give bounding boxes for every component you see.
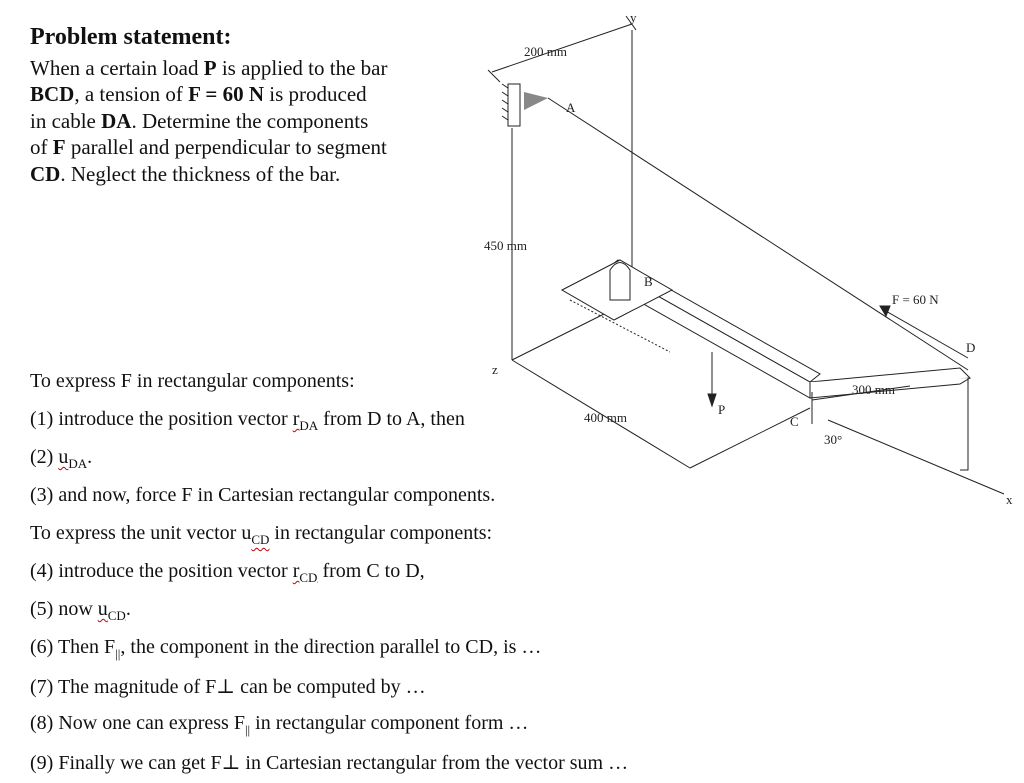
step-8: (8) Now one can express $F_{||}$ in rectangular component form …	[30, 712, 529, 737]
label-axis-z: z	[492, 362, 498, 377]
cable-da	[548, 98, 968, 370]
label-200mm: 200 mm	[524, 44, 567, 59]
step-6: (6) Then $F_{||}$, the component in the direction parallel to CD, is …	[30, 636, 542, 661]
step-intro-1: To express F in rectangular components:	[30, 370, 355, 392]
label-450mm: 450 mm	[484, 238, 527, 253]
step-2: (2) $u_{DA}$.	[30, 446, 93, 471]
statement-line-3: in cable DA. Determine the components	[30, 109, 369, 133]
anchor-a	[524, 92, 548, 110]
problem-heading: Problem statement:	[30, 24, 232, 50]
label-400mm: 400 mm	[584, 410, 627, 425]
label-30deg: 30°	[824, 432, 843, 447]
label-load-p: P	[718, 402, 726, 417]
statement-line-1: When a certain load P is applied to the bar	[30, 56, 388, 80]
statement-line-5: CD. Neglect the thickness of the bar.	[30, 162, 341, 186]
label-point-b: B	[644, 274, 653, 289]
step-7: (7) The magnitude of F⊥ can be computed by …	[30, 676, 426, 698]
step-4: (4) introduce the position vector $r_{CD}$ from C to D,	[30, 560, 425, 585]
bar-diagram	[440, 0, 1024, 520]
step-1: (1) introduce the position vector $r_{DA}$ from D to A, then	[30, 408, 465, 433]
label-axis-y: y	[630, 10, 637, 25]
wall-support	[508, 84, 520, 126]
step-intro-2: To express the unit vector $u_{CD}$ in rectangular components:	[30, 522, 493, 547]
label-axis-x: x	[1006, 492, 1013, 507]
step-3: (3) and now, force F in Cartesian rectangular components.	[30, 484, 496, 506]
label-300mm: 300 mm	[852, 382, 895, 397]
label-point-c: C	[790, 414, 799, 429]
statement-line-4: of F parallel and perpendicular to segment	[30, 135, 387, 159]
statement-line-2: BCD, a tension of F = 60 N is produced	[30, 82, 367, 106]
label-point-d: D	[966, 340, 976, 355]
step-9: (9) Finally we can get F⊥ in Cartesian rectangular from the vector sum …	[30, 752, 629, 774]
step-5: (5) now $u_{CD}$.	[30, 598, 131, 623]
label-force: F = 60 N	[892, 292, 939, 307]
label-point-a: A	[566, 100, 576, 115]
